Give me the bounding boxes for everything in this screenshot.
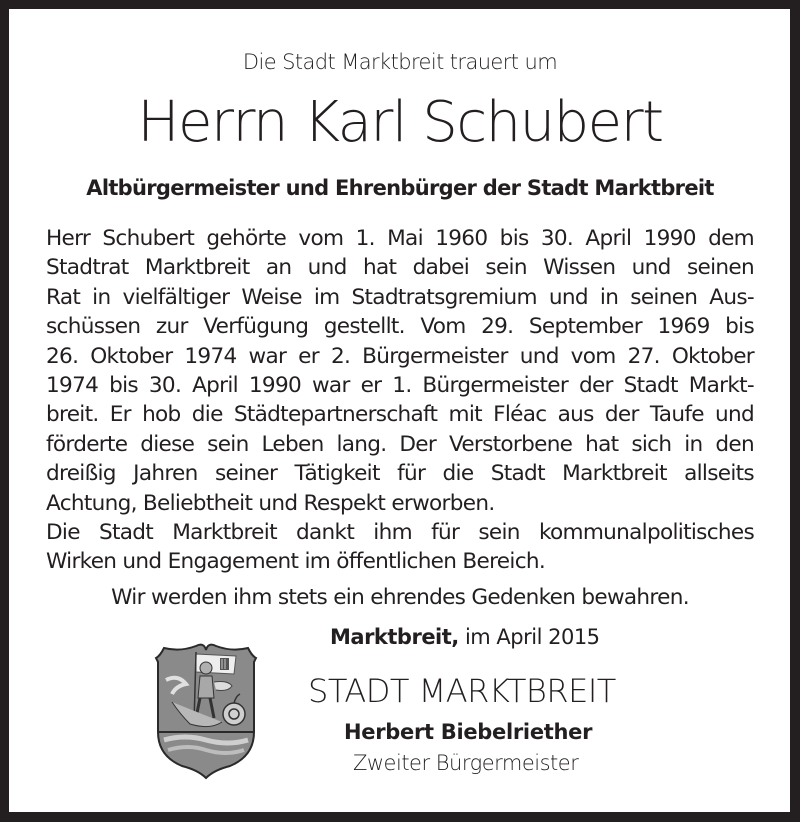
body-line: Die Stadt Marktbreit dankt ihm für sein kommunalpolitisches <box>46 519 754 545</box>
body-line: 1974 bis 30. April 1990 war er 1. Bürgermeister der Stadt Markt- <box>46 372 754 398</box>
city-name: STADT MARKTBREIT <box>308 672 616 710</box>
body-line: Stadtrat Marktbreit an und hat dabei sein Wissen und seinen <box>46 255 754 281</box>
body-line: Wirken und Engagement im öffentlichen Bereich. <box>46 549 546 575</box>
place-and-date <box>330 625 600 649</box>
body-line: schüssen zur Verfügung gestellt. Vom 29. September 1969 bis <box>46 314 754 340</box>
closing-line: Wir werden ihm stets ein ehrendes Gedenken bewahren. <box>111 585 689 610</box>
signer-name: Herbert Biebelriether <box>344 720 593 744</box>
notice-body <box>46 224 754 577</box>
body-line: dreißig Jahren seiner Tätigkeit für die Stadt Marktbreit allseits <box>46 461 754 487</box>
place-name: Marktbreit, <box>330 625 459 649</box>
body-line: Achtung, Beliebtheit und Respekt erworben. <box>46 490 495 516</box>
body-line: breit. Er hob die Städtepartnerschaft mit Fléac aus der Taufe und <box>46 402 754 428</box>
deceased-name: Herrn Karl Schubert <box>137 90 663 155</box>
body-line: förderte diese sein Leben lang. Der Verstorbene hat sich in den <box>46 431 754 457</box>
body-line: 26. Oktober 1974 war er 2. Bürgermeister und vom 27. Oktober <box>46 343 754 369</box>
date: im April 2015 <box>458 625 600 649</box>
coat-of-arms-icon <box>150 640 262 780</box>
deceased-title: Altbürgermeister und Ehrenbürger der Stadt Marktbreit <box>86 176 714 200</box>
body-line: Rat in vielfältiger Weise im Stadtratsgremium und in seinen Aus- <box>46 284 754 310</box>
signer-role: Zweiter Bürgermeister <box>353 751 579 775</box>
body-line: Herr Schubert gehörte vom 1. Mai 1960 bis 30. April 1990 dem <box>46 226 754 251</box>
intro-line: Die Stadt Marktbreit trauert um <box>242 50 558 74</box>
